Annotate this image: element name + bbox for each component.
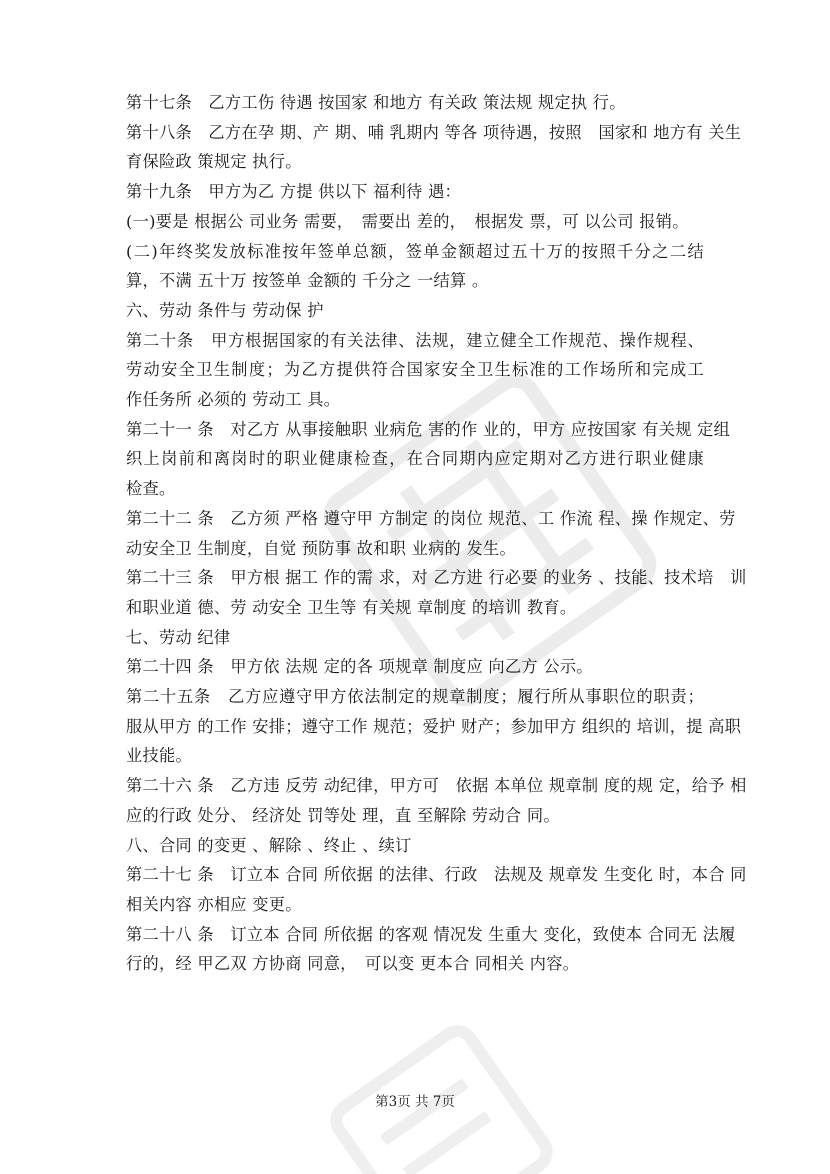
document-line: 织上岗前和离岗时的职业健康检查，在合同期内应定期对乙方进行职业健康 <box>126 449 704 469</box>
document-line: 业技能。 <box>126 746 192 766</box>
document-line: 应的行政 处分、 经济处 罚等处 理，直 至解除 劳动合 同。 <box>126 805 560 825</box>
page-footer: 第3页 共 7页 <box>375 1094 455 1110</box>
document-line: 第二十二 条 乙方须 严格 遵守甲 方制定 的岗位 规范、工 作流 程、操 作规定、劳 <box>126 508 736 528</box>
document-line: 第二十四 条 甲方依 法规 定的各 项规章 制度应 向乙方 公示。 <box>126 657 593 677</box>
watermark-logo-bottom <box>300 1000 560 1174</box>
document-line: (二)年终奖发放标准按年签单总额，签单金额超过五十万的按照千分之二结 <box>126 241 704 261</box>
document-line: 育保险政 策规定 执行。 <box>126 152 302 172</box>
document-line: 第二十三 条 甲方根 据工 作的需 求，对 乙方进 行必要 的业务 、技能、技术培 训 <box>126 568 747 588</box>
document-line: 第二十八 条 订立本 合同 所依据 的客观 情况发 生重大 变化，致使本 合同无 法履 <box>126 924 736 944</box>
document-line: 算，不满 五十万 按签单 金额的 千分之 一结算 。 <box>126 271 489 291</box>
document-line: 七、劳动 纪律 <box>126 627 231 647</box>
document-line: 第二十条 甲方根据国家的有关法律、法规，建立健全工作规范、操作规程、 <box>126 330 704 350</box>
document-line: 第二十六 条 乙方违 反劳 动纪律，甲方可 依据 本单位 规章制 度的规 定，给予 相 <box>126 776 747 796</box>
document-line: 第二十七 条 订立本 合同 所依据 的法律、行政 法规及 规章发 生变化 时，本合 同 <box>126 865 747 885</box>
document-line: 劳动安全卫生制度；为乙方提供符合国家安全卫生标准的工作场所和完成工 <box>126 360 704 380</box>
document-line: 服从甲方 的工作 安排；遵守工作 规范；爱护 财产；参加甲方 组织的 培训，提 高职 <box>126 716 742 736</box>
document-line: 作任务所 必须的 劳动工 具。 <box>126 390 341 410</box>
document-line: 动安全卫 生制度，自觉 预防事 故和职 业病的 发生。 <box>126 538 516 558</box>
document-line: 第十九条 甲方为乙 方提 供以下 福利待 遇： <box>126 182 462 202</box>
document-line: 行的，经 甲乙双 方协商 同意， 可以变 更本合 同相关 内容。 <box>126 954 580 974</box>
document-line: 第十八条 乙方在孕 期、产 期、哺 乳期内 等各 项待遇，按照 国家和 地方有 关生 <box>126 122 742 142</box>
document-line: (一)要是 根据公 司业务 需要， 需要出 差的， 根据发 票，可 以公司 报销。 <box>126 211 689 231</box>
document-line: 和职业道 德、劳 动安全 卫生等 有关规 章制度 的培训 教育。 <box>126 597 577 617</box>
document-line: 六、劳动 条件与 劳动保 护 <box>126 300 324 320</box>
document-line: 检查。 <box>126 479 176 499</box>
document-line: 第十七条 乙方工伤 待遇 按国家 和地方 有关政 策法规 规定执 行。 <box>126 93 626 112</box>
document-line: 相关内容 亦相应 变更。 <box>126 894 302 914</box>
document-line: 第二十一 条 对乙方 从事接触职 业病危 害的作 业的，甲方 应按国家 有关规 定组 <box>126 419 731 439</box>
document-line: 第二十五条 乙方应遵守甲方依法制定的规章制度；履行所从事职位的职责； <box>126 687 704 707</box>
document-body <box>126 88 747 979</box>
document-line: 八、合同 的变更 、解除 、终止 、续订 <box>126 835 412 855</box>
